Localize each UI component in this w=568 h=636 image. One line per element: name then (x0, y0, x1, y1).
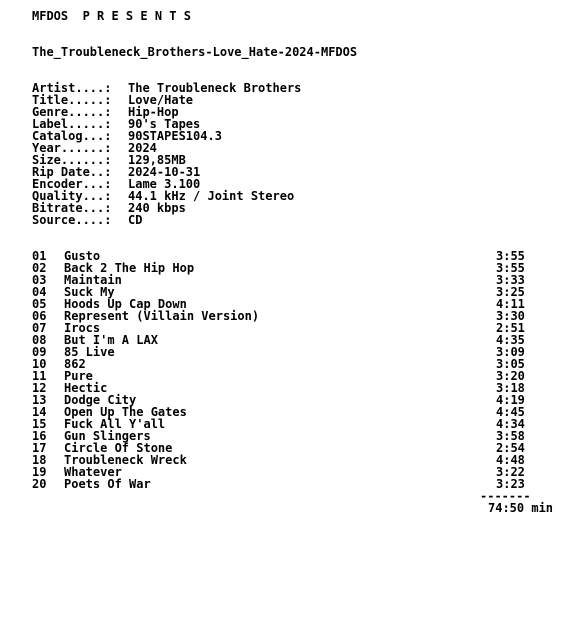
track-number: 01 (32, 249, 47, 263)
track-duration: 3:20 (496, 369, 525, 383)
info-value: 2024-10-31 (128, 165, 201, 179)
track-title: Dodge City (64, 393, 137, 407)
track-title: Poets Of War (64, 477, 151, 491)
info-row (32, 154, 568, 166)
track-title: Hoods Up Cap Down (64, 297, 187, 311)
track-duration: 4:19 (496, 393, 525, 407)
info-value: Hip-Hop (128, 105, 179, 119)
info-row (32, 118, 568, 130)
info-key: Year......: (32, 141, 112, 155)
track-number: 13 (32, 393, 47, 407)
release-info-block (32, 82, 568, 226)
info-row (32, 142, 568, 154)
tracklist (32, 250, 568, 490)
track-title: Hectic (64, 381, 108, 395)
info-row (32, 190, 568, 202)
track-number: 18 (32, 453, 47, 467)
track-number: 10 (32, 357, 47, 371)
release-name: The_Troubleneck_Brothers-Love_Hate-2024-MFDOS (32, 45, 358, 59)
track-duration: 4:35 (496, 333, 525, 347)
track-duration: 3:18 (496, 381, 525, 395)
track-row (32, 370, 568, 382)
track-duration: 3:09 (496, 345, 525, 359)
info-row (32, 214, 568, 226)
track-row (32, 310, 568, 322)
track-duration: 3:22 (496, 465, 525, 479)
track-number: 04 (32, 285, 47, 299)
info-value: 90STAPES104.3 (128, 129, 222, 143)
info-value: 129,85MB (128, 153, 186, 167)
track-duration: 3:23 (496, 477, 525, 491)
track-number: 06 (32, 309, 47, 323)
track-title: Gusto (64, 249, 101, 263)
track-title: But I'm A LAX (64, 333, 158, 347)
track-number: 07 (32, 321, 47, 335)
info-value: The Troubleneck Brothers (128, 81, 302, 95)
info-key: Bitrate...: (32, 201, 112, 215)
info-key: Quality...: (32, 189, 112, 203)
info-value: 240 kbps (128, 201, 186, 215)
track-title: Maintain (64, 273, 122, 287)
track-number: 14 (32, 405, 47, 419)
info-key: Label.....: (32, 117, 112, 131)
track-title: Circle Of Stone (64, 441, 173, 455)
info-value: Love/Hate (128, 93, 194, 107)
track-title: Irocs (64, 321, 101, 335)
info-key: Size......: (32, 153, 112, 167)
info-value: 44.1 kHz / Joint Stereo (128, 189, 295, 203)
spacer (32, 22, 568, 46)
track-duration: 4:11 (496, 297, 525, 311)
info-row (32, 202, 568, 214)
track-duration: 3:55 (496, 249, 525, 263)
track-duration: 2:54 (496, 441, 525, 455)
info-row (32, 178, 568, 190)
info-row (32, 94, 568, 106)
track-number: 08 (32, 333, 47, 347)
track-number: 02 (32, 261, 47, 275)
track-title: Gun Slingers (64, 429, 151, 443)
track-number: 05 (32, 297, 47, 311)
track-number: 03 (32, 273, 47, 287)
info-key: Rip Date..: (32, 165, 112, 179)
track-duration: 3:33 (496, 273, 525, 287)
track-number: 12 (32, 381, 47, 395)
track-number: 16 (32, 429, 47, 443)
track-number: 19 (32, 465, 47, 479)
track-number: 20 (32, 477, 47, 491)
track-number: 11 (32, 369, 47, 383)
track-title: Open Up The Gates (64, 405, 187, 419)
info-row (32, 106, 568, 118)
info-value: 2024 (128, 141, 157, 155)
track-duration: 3:25 (496, 285, 525, 299)
track-duration: 4:48 (496, 453, 525, 467)
track-number: 15 (32, 417, 47, 431)
spacer (32, 58, 568, 82)
info-key: Title.....: (32, 93, 112, 107)
track-duration: 3:55 (496, 261, 525, 275)
info-row (32, 166, 568, 178)
total-separator: ------- (480, 489, 531, 503)
info-key: Artist....: (32, 81, 112, 95)
track-title: Suck My (64, 285, 115, 299)
track-duration: 2:51 (496, 321, 525, 335)
info-key: Encoder...: (32, 177, 112, 191)
track-title: 85 Live (64, 345, 115, 359)
track-duration: 3:30 (496, 309, 525, 323)
track-duration: 4:45 (496, 405, 525, 419)
track-duration: 3:05 (496, 357, 525, 371)
track-duration: 3:58 (496, 429, 525, 443)
info-row (32, 130, 568, 142)
track-row (32, 346, 568, 358)
info-key: Catalog...: (32, 129, 112, 143)
track-number: 17 (32, 441, 47, 455)
track-title: Whatever (64, 465, 122, 479)
presents-banner: MFDOS P R E S E N T S (32, 9, 191, 23)
track-duration: 4:34 (496, 417, 525, 431)
track-title: Troubleneck Wreck (64, 453, 187, 467)
info-value: CD (128, 213, 143, 227)
track-title: Back 2 The Hip Hop (64, 261, 195, 275)
track-number: 09 (32, 345, 47, 359)
info-key: Source....: (32, 213, 112, 227)
total-runtime: 74:50 min (488, 501, 554, 515)
track-title: Pure (64, 369, 93, 383)
track-title: 862 (64, 357, 86, 371)
spacer (32, 226, 568, 250)
track-title: Fuck All Y'all (64, 417, 166, 431)
info-value: 90's Tapes (128, 117, 201, 131)
track-title: Represent (Villain Version) (64, 309, 260, 323)
track-row (32, 358, 568, 370)
info-key: Genre.....: (32, 105, 112, 119)
info-row (32, 82, 568, 94)
info-value: Lame 3.100 (128, 177, 201, 191)
